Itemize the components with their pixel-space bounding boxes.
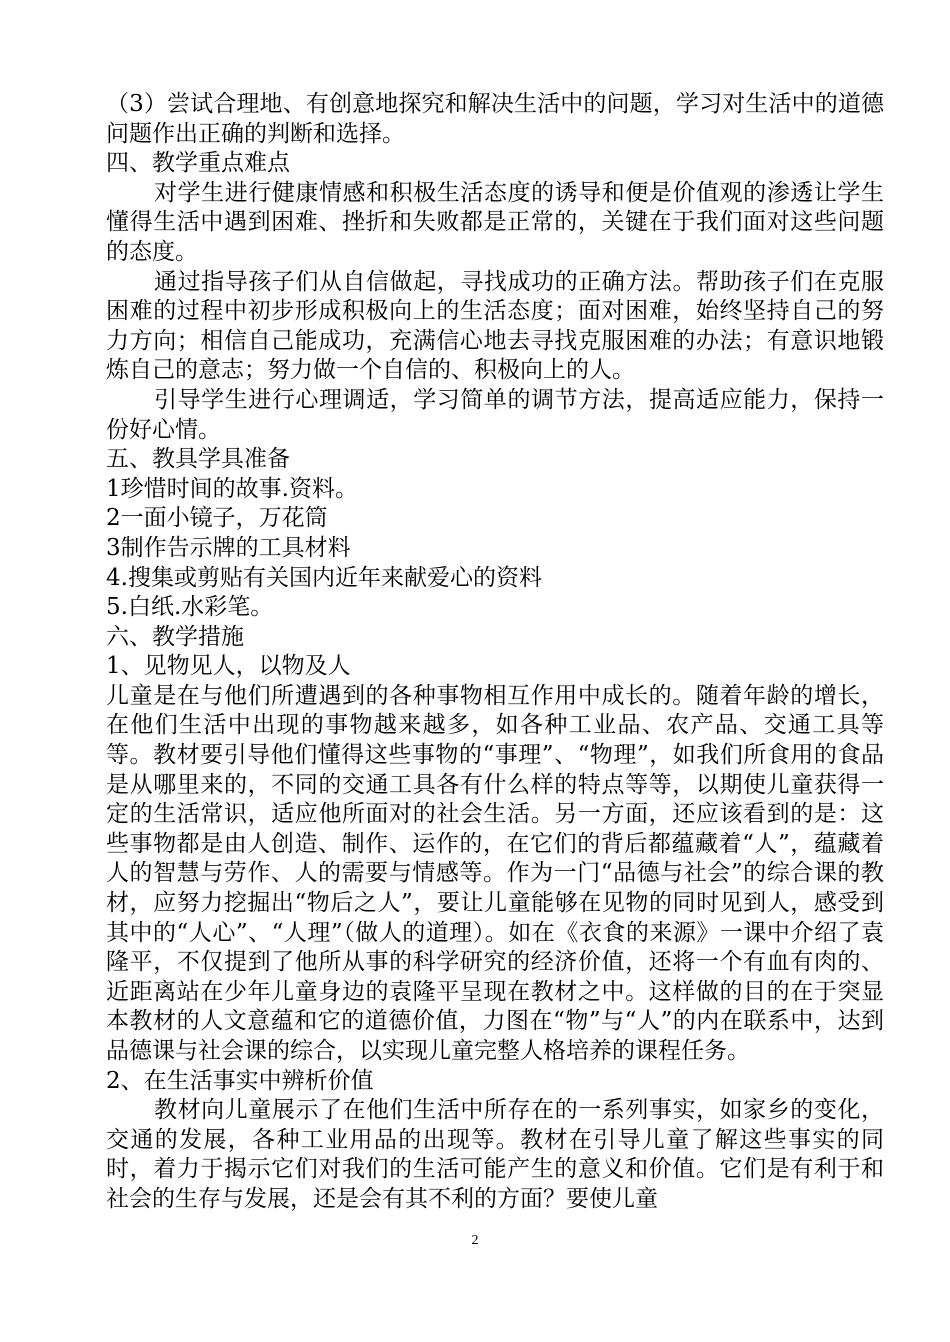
list-item-aid-5: 5.白纸.水彩笔。 xyxy=(106,594,274,621)
list-item-aid-4: 4.搜集或剪贴有关国内近年来献爱心的资料 xyxy=(106,564,542,591)
heading-teaching-aids: 五、教具学具准备 xyxy=(106,446,290,473)
paragraph-measure-1: 儿童是在与他们所遭遇到的各种事物相互作用中成长的。随着年龄的增长，在他们生活中出现的事物越来越多，如各种工业品、农产品、交通工具等等。教材要引导他们懂得这些事物的“事理”、“物理”，如我们所食用的食品是从哪里来的，不同的交通工具各有什么样的特点等等，以期使儿童获得一定的生活常识，适应他所面对的社会生活。另一方面，还应该看到的是：这些事物都是由人创造、制作、运作的，在它们的背后都蕴藏着“人”，蕴藏着人的智慧与劳作、人的需要与情感等。作为一门“品德与社会”的综合课的教材，应努力挖掘出“物后之人”，要让儿童能够在见物的同时见到人，感受到其中的“人心”、“人理”（做人的道理）。如在《衣食的来源》一课中介绍了袁隆平，不仅提到了他所从事的科学研究的经济价值，还将一个有血有肉的、近距离站在少年儿童身边的袁隆平呈现在教材之中。这样做的目的在于突显本教材的人文意蕴和它的道德价值，力图在“物”与“人”的内在联系中，达到品德课与社会课的综合，以实现儿童完整人格培养的课程任务。 xyxy=(106,682,884,1064)
heading-teaching-measures: 六、教学措施 xyxy=(106,623,244,650)
paragraph-key-points-1: 对学生进行健康情感和积极生活态度的诱导和便是价值观的渗透让学生懂得生活中遇到困难、挫折和失败都是正常的，关键在于我们面对这些问题的态度。 xyxy=(106,179,884,265)
page-number: 2 xyxy=(471,1233,479,1248)
heading-key-points: 四、教学重点难点 xyxy=(106,150,290,177)
subheading-measure-2: 2、在生活事实中辨析价值 xyxy=(106,1067,374,1094)
paragraph-key-points-2: 通过指导孩子们从自信做起，寻找成功的正确方法。帮助孩子们在克服困难的过程中初步形成积极向上的生活态度；面对困难，始终坚持自己的努力方向；相信自己能成功，充满信心地去寻找克服困难的办法；有意识地锻炼自己的意志；努力做一个自信的、积极向上的人。 xyxy=(106,268,884,384)
paragraph-objective-3: （3）尝试合理地、有创意地探究和解决生活中的问题，学习对生活中的道德问题作出正确的判断和选择。 xyxy=(106,91,884,147)
paragraph-key-points-3: 引导学生进行心理调适，学习简单的调节方法，提高适应能力，保持一份好心情。 xyxy=(106,386,884,443)
document-body xyxy=(106,90,884,1215)
subheading-measure-1: 1、见物见人，以物及人 xyxy=(106,653,351,680)
list-item-aid-1: 1珍惜时间的故事.资料。 xyxy=(106,475,358,502)
paragraph-measure-2: 教材向儿童展示了在他们生活中所存在的一系列事实，如家乡的变化，交通的发展，各种工业用品的出现等。教材在引导儿童了解这些事实的同时，着力于揭示它们对我们的生活可能产生的意义和价值。它们是有利于和社会的生存与发展，还是会有其不利的方面？要使儿童 xyxy=(106,1097,884,1212)
list-item-aid-2: 2一面小镜子，万花筒 xyxy=(106,505,328,532)
list-item-aid-3: 3制作告示牌的工具材料 xyxy=(106,534,351,561)
